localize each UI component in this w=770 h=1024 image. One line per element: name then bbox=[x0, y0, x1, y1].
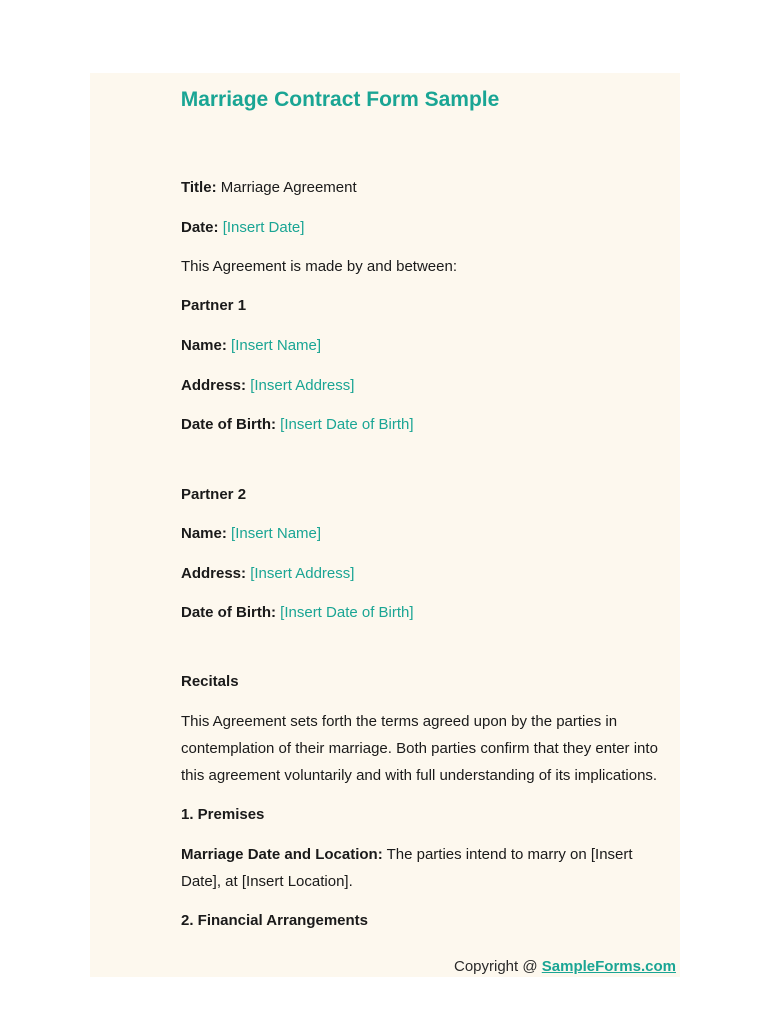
financial-heading bbox=[181, 912, 368, 930]
partner1-address-line bbox=[181, 377, 354, 395]
partner1-dob-placeholder: [Insert Date of Birth] bbox=[280, 416, 414, 433]
partner2-name-placeholder: [Insert Name] bbox=[231, 525, 322, 542]
partner1-address-placeholder: [Insert Address] bbox=[250, 377, 355, 394]
premises-text: The parties intend to marry on [Insert Date], at [Insert Location]. bbox=[181, 846, 633, 890]
partner2-dob-placeholder: [Insert Date of Birth] bbox=[280, 604, 414, 621]
date-line bbox=[181, 219, 304, 237]
partner1-dob-line bbox=[181, 416, 414, 434]
premises-label: Marriage Date and Location: bbox=[181, 846, 383, 863]
title-value: Marriage Agreement bbox=[220, 179, 357, 196]
premises-heading-text: 1. Premises bbox=[181, 806, 265, 823]
financial-heading-text: 2. Financial Arrangements bbox=[181, 912, 369, 929]
recitals-heading-text: Recitals bbox=[181, 673, 239, 690]
premises-heading bbox=[181, 806, 264, 824]
partner2-address-line bbox=[181, 565, 354, 583]
partner1-dob-label: Date of Birth: bbox=[181, 416, 276, 433]
title-label: Title: bbox=[181, 179, 217, 196]
brand-link[interactable]: SampleForms.com bbox=[541, 958, 676, 975]
partner2-address-placeholder: [Insert Address] bbox=[250, 565, 355, 582]
date-placeholder: [Insert Date] bbox=[222, 219, 305, 236]
partner2-dob-line bbox=[181, 604, 414, 622]
partner1-heading bbox=[181, 297, 246, 315]
document-title: Marriage Contract Form Sample bbox=[180, 88, 500, 111]
partner2-dob-label: Date of Birth: bbox=[181, 604, 276, 621]
title-line bbox=[181, 179, 357, 197]
copyright-footer bbox=[454, 958, 676, 975]
partner2-heading bbox=[181, 486, 246, 504]
partner2-name-line bbox=[181, 525, 321, 543]
recitals-heading bbox=[181, 673, 239, 691]
partner1-name-line bbox=[181, 337, 321, 355]
partner2-address-label: Address: bbox=[181, 565, 247, 582]
partner1-name-placeholder: [Insert Name] bbox=[231, 337, 322, 354]
partner1-name-label: Name: bbox=[181, 337, 227, 354]
date-label: Date: bbox=[181, 219, 219, 236]
recitals-paragraph: This Agreement sets forth the terms agreed upon by the parties in contemplation of their marriage. Both parties confirm that they enter into this agreement voluntarily and with full understanding of its implications. bbox=[181, 713, 658, 784]
intro-text: This Agreement is made by and between: bbox=[181, 258, 457, 275]
partner2-heading-text: Partner 2 bbox=[181, 486, 247, 503]
partner1-address-label: Address: bbox=[181, 377, 247, 394]
premises-paragraph bbox=[181, 841, 671, 895]
partner2-name-label: Name: bbox=[181, 525, 227, 542]
copyright-prefix: Copyright @ bbox=[454, 958, 542, 975]
partner1-heading-text: Partner 1 bbox=[181, 297, 247, 314]
